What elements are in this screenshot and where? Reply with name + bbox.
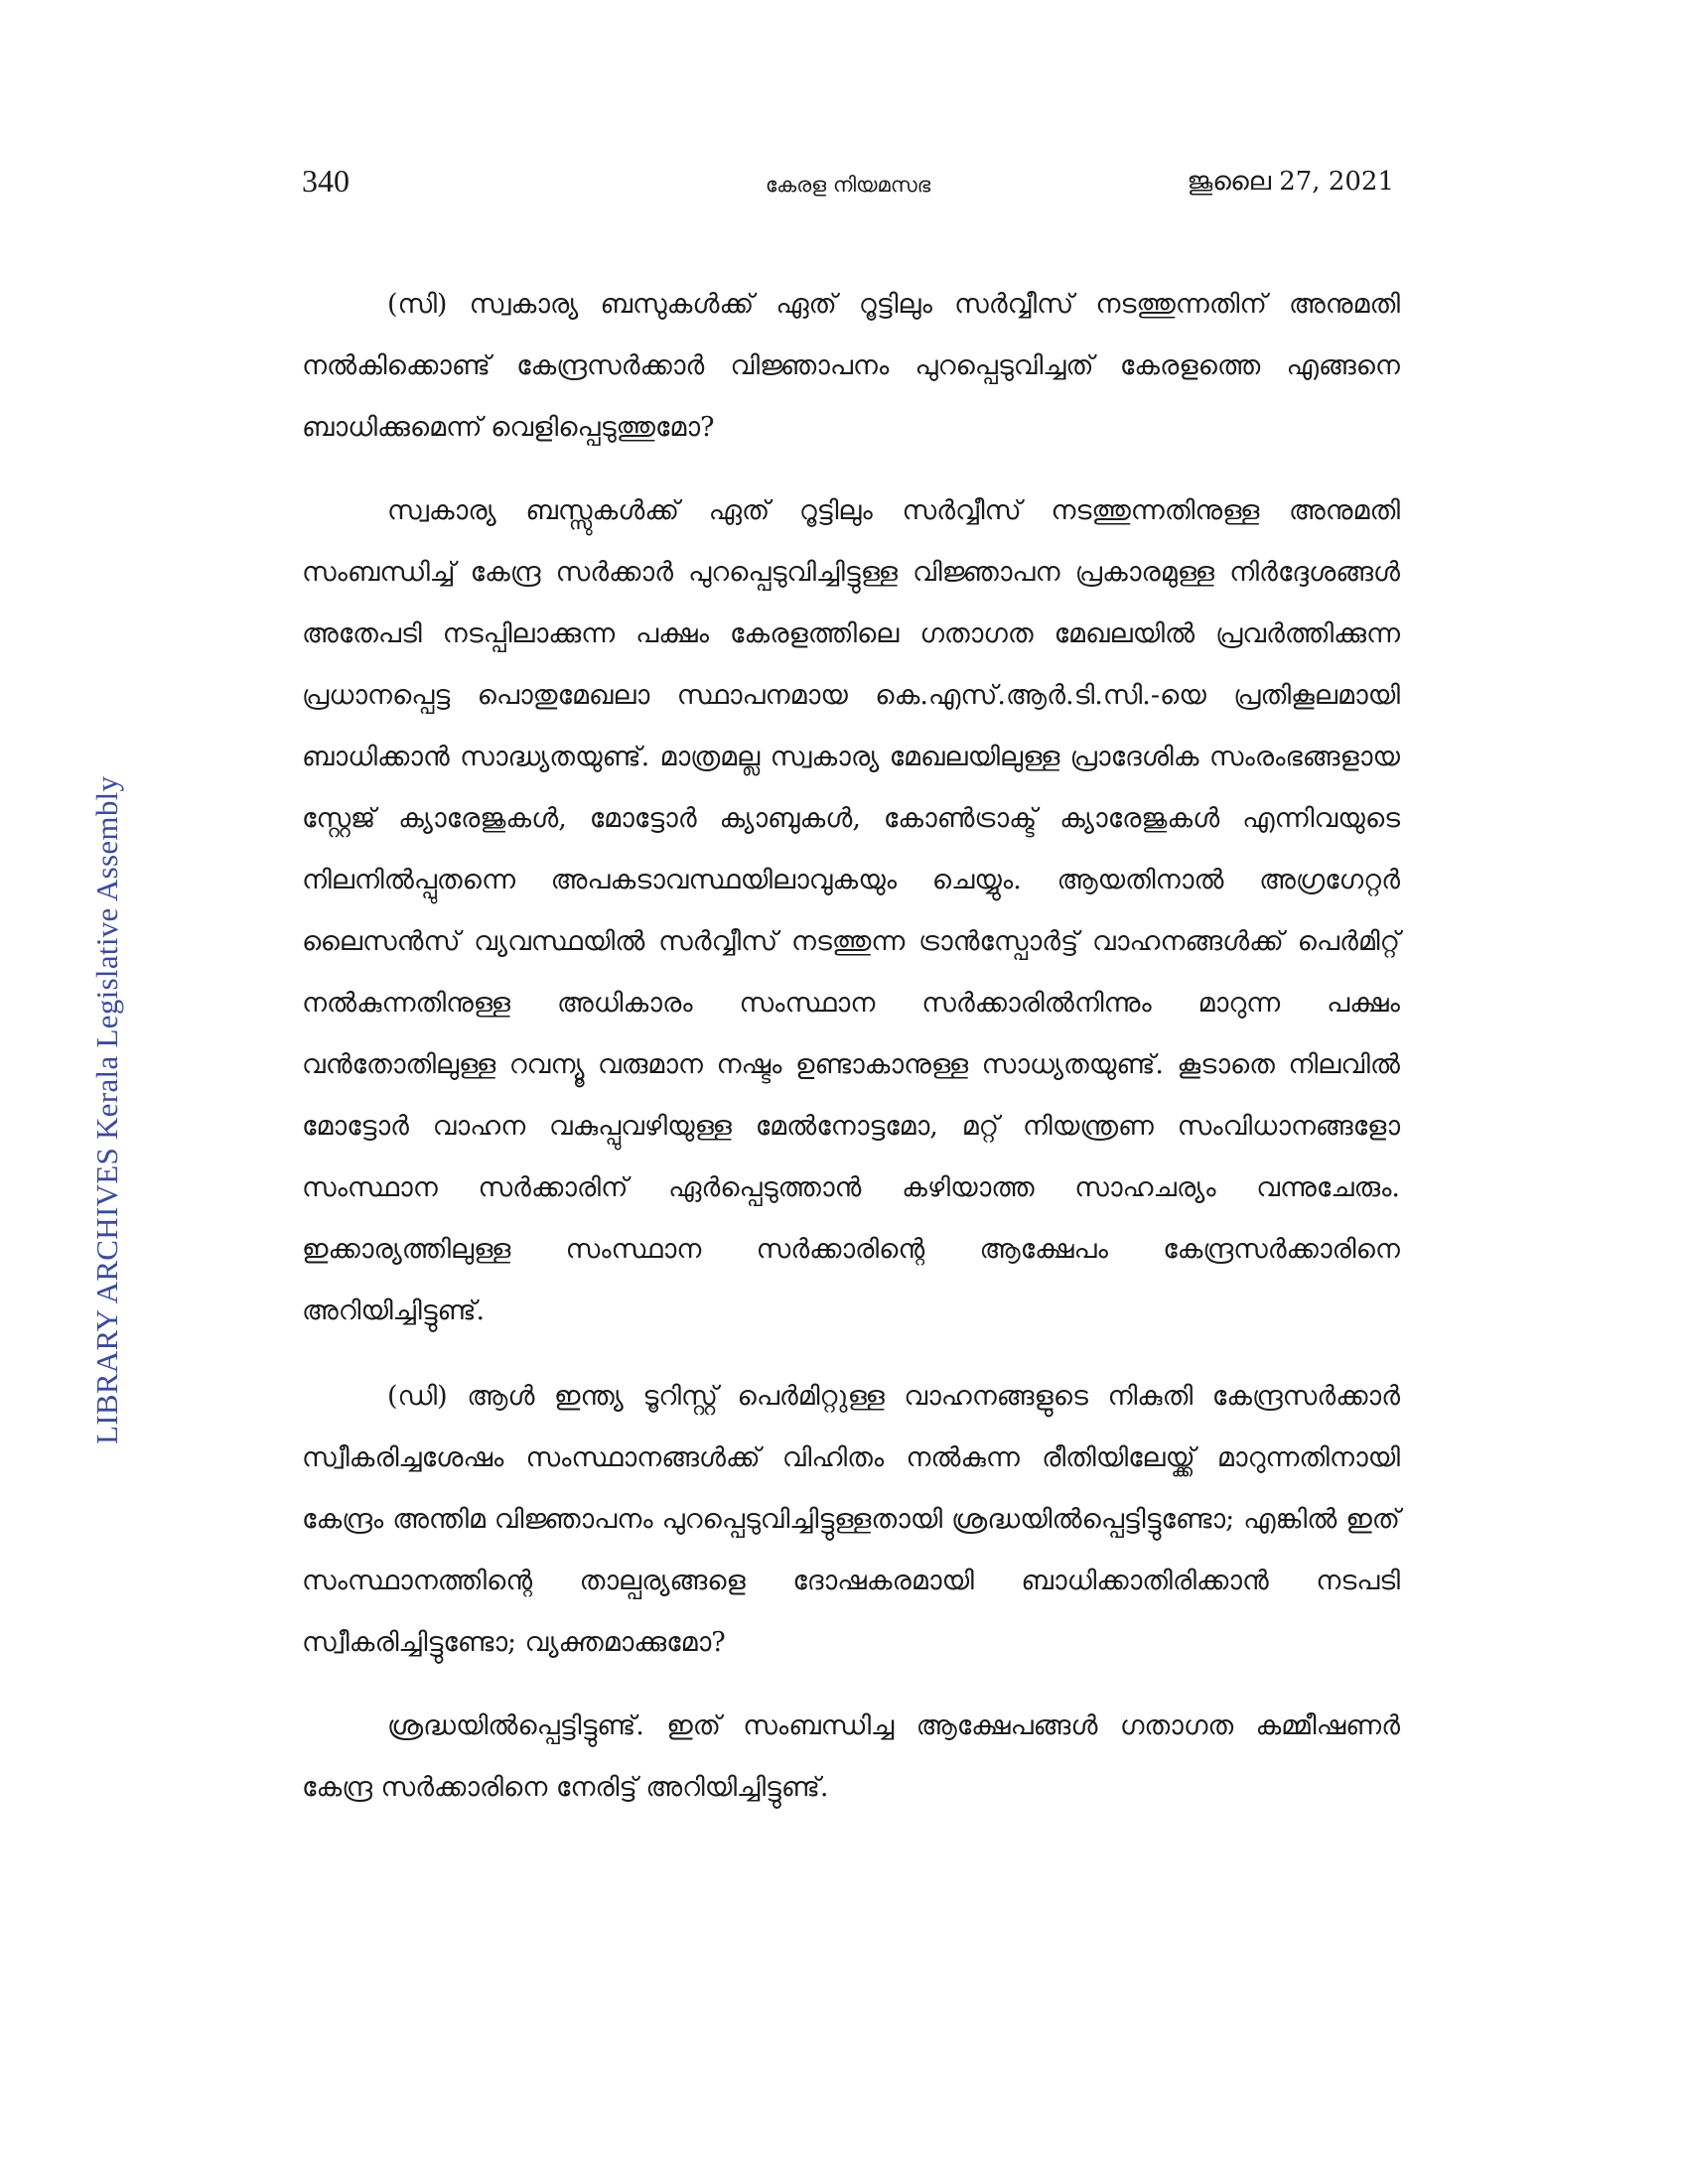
page-number: 340 bbox=[302, 163, 350, 199]
archive-watermark: LIBRARY ARCHIVES Kerala Legislative Assembly bbox=[89, 775, 124, 1444]
page-header bbox=[302, 163, 1394, 212]
question-c: (സി) സ്വകാര്യ ബസുകൾക്ക് ഏത് റൂട്ടിലും സർവ്വീസ് നടത്തുന്നതിന് അനുമതി നൽകിക്കൊണ്ട് കേന്ദ്രസർക്കാർ വിജ്ഞാപനം പുറപ്പെടുവിച്ചത് കേരളത്തെ എങ്ങനെ ബാധിക്കുമെന്ന് വെളിപ്പെടുത്തുമോ? bbox=[302, 289, 1400, 443]
running-title: കേരള നിയമസഭ bbox=[765, 173, 931, 197]
question-d: (ഡി) ആൾ ഇന്ത്യ ടൂറിസ്റ്റ് പെർമിറ്റുള്ള വാഹനങ്ങളുടെ നികുതി കേന്ദ്രസർക്കാർ സ്വീകരിച്ചശേഷം സംസ്ഥാനങ്ങൾക്ക് വിഹിതം നൽകുന്ന രീതിയിലേയ്ക്ക് മാറുന്നതിനായി കേന്ദ്രം അന്തിമ വിജ്ഞാപനം പുറപ്പെടുവിച്ചിട്ടുള്ളതായി ശ്രദ്ധയിൽപ്പെട്ടിട്ടുണ്ടോ; എങ്കിൽ ഇത് സംസ്ഥാനത്തിന്റെ താല്പര്യങ്ങളെ ദോഷകരമായി ബാധിക്കാതിരിക്കാൻ നടപടി സ്വീകരിച്ചിട്ടുണ്ടോ; വ്യക്തമാക്കുമോ? bbox=[302, 1381, 1400, 1658]
header-date: ജൂലൈ 27, 2021 bbox=[1187, 167, 1394, 197]
document-body bbox=[302, 274, 1400, 1841]
answer-d: ശ്രദ്ധയിൽപ്പെട്ടിട്ടുണ്ട്. ഇത് സംബന്ധിച്ച ആക്ഷേപങ്ങൾ ഗതാഗത കമ്മീഷണർ കേന്ദ്ര സർക്കാരിനെ നേരിട്ട് അറിയിച്ചിട്ടുണ്ട്. bbox=[302, 1710, 1400, 1803]
answer-c: സ്വകാര്യ ബസ്സുകൾക്ക് ഏത് റൂട്ടിലും സർവ്വീസ് നടത്തുന്നതിനുള്ള അനുമതി സംബന്ധിച്ച് കേന്ദ്ര സർക്കാർ പുറപ്പെടുവിച്ചിട്ടുള്ള വിജ്ഞാപന പ്രകാരമുള്ള നിർദ്ദേശങ്ങൾ അതേപടി നടപ്പിലാക്കുന്ന പക്ഷം കേരളത്തിലെ ഗതാഗത മേഖലയിൽ പ്രവർത്തിക്കുന്ന പ്രധാനപ്പെട്ട പൊതുമേഖലാ സ്ഥാപനമായ കെ.എസ്.ആർ.ടി.സി.-യെ പ്രതികൂലമായി ബാധിക്കാൻ സാദ്ധ്യതയുണ്ട്. മാത്രമല്ല സ്വകാര്യ മേഖലയിലുള്ള പ്രാദേശിക സംരംഭങ്ങളായ സ്റ്റേജ് ക്യാരേജുകൾ, മോട്ടോർ ക്യാബുകൾ, കോൺട്രാക്ട് ക്യാരേജുകൾ എന്നിവയുടെ നിലനിൽപ്പുതന്നെ അപകടാവസ്ഥയിലാവുകയും ചെയ്യും. ആയതിനാൽ അഗ്രഗേറ്റർ ലൈസൻസ് വ്യവസ്ഥയിൽ സർവ്വീസ് നടത്തുന്ന ട്രാൻസ്പോർട്ട് വാഹനങ്ങൾക്ക് പെർമിറ്റ് നൽകുന്നതിനുള്ള അധികാരം സംസ്ഥാന സർക്കാരിൽനിന്നും മാറുന്ന പക്ഷം വൻതോതിലുള്ള റവന്യൂ വരുമാന നഷ്ടം ഉണ്ടാകാനുള്ള സാധ്യതയുണ്ട്. കൂടാതെ നിലവിൽ മോട്ടോർ വാഹന വകുപ്പുവഴിയുള്ള മേൽനോട്ടമോ, മറ്റ് നിയന്ത്രണ സംവിധാനങ്ങളോ സംസ്ഥാന സർക്കാരിന് ഏർപ്പെടുത്താൻ കഴിയാത്ത സാഹചര്യം വന്നുചേരും. ഇക്കാര്യത്തിലുള്ള സംസ്ഥാന സർക്കാരിന്റെ ആക്ഷേപം കേന്ദ്രസർക്കാരിനെ അറിയിച്ചിട്ടുണ്ട്. bbox=[302, 495, 1400, 1326]
